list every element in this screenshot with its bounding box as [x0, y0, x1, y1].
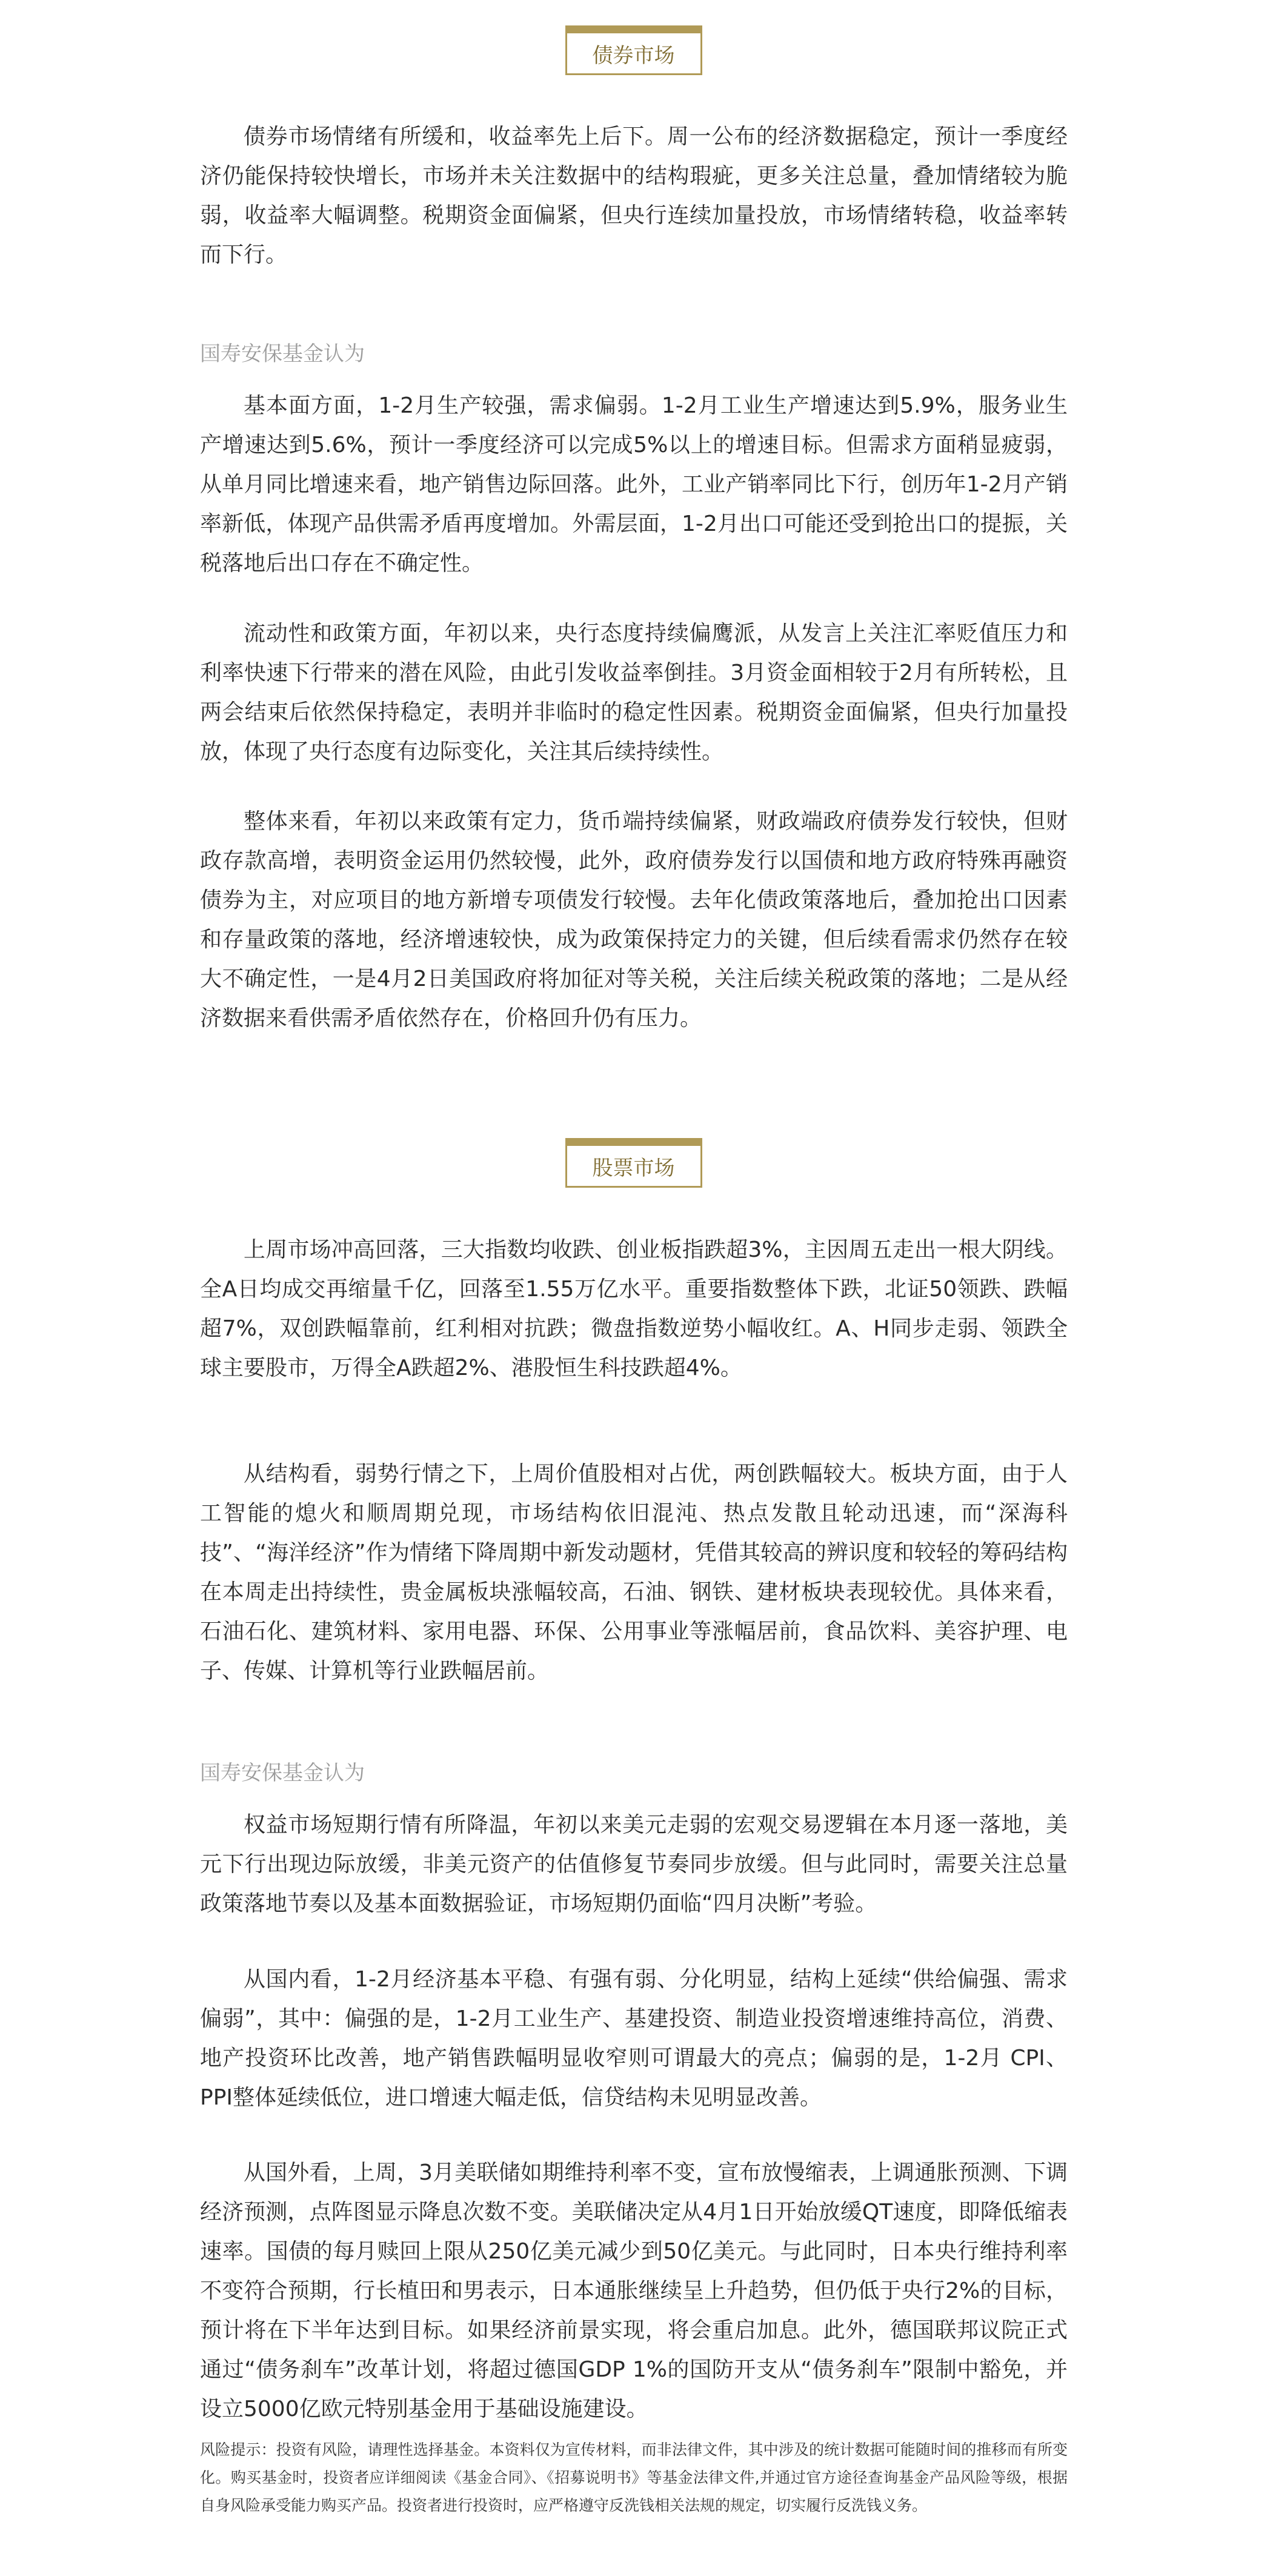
bond-subhead: 国寿安保基金认为 [200, 342, 365, 366]
stock-section-tag: 股票市场 [565, 1144, 702, 1188]
stock-subhead: 国寿安保基金认为 [200, 1761, 365, 1785]
bond-paragraph-fundamentals: 基本面方面，1-2月生产较强，需求偏弱。1-2月工业生产增速达到5.9%，服务业生产增速达到5.6%，预计一季度经济可以完成5%以上的增速目标。但需求方面稍显疲弱，从单月同比增速来看，地产销售边际回落。此外，工业产销率同比下行，创历年1-2月产销率新低，体现产品供需矛盾再度增加。外需层面，1-2月出口可能还受到抢出口的提振，关税落地后出口存在不确定性。 [200, 393, 1068, 576]
bond-paragraph-overall: 整体来看，年初以来政策有定力，货币端持续偏紧，财政端政府债券发行较快，但财政存款高增，表明资金运用仍然较慢，此外，政府债券发行以国债和地方政府特殊再融资债券为主，对应项目的地方新增专项债发行较慢。去年化债政策落地后，叠加抢出口因素和存量政策的落地，经济增速较快，成为政策保持定力的关键，但后续看需求仍然存在较大不确定性，一是4月2日美国政府将加征对等关税，关注后续关税政策的落地；二是从经济数据来看供需矛盾依然存在，价格回升仍有压力。 [200, 809, 1068, 1031]
stock-structure-paragraph: 从结构看，弱势行情之下，上周价值股相对占优，两创跌幅较大。板块方面，由于人工智能的熄火和顺周期兑现，市场结构依旧混沌、热点发散且轮动迅速，而“深海科技”、“海洋经济”作为情绪下降周期中新发动题材，凭借其较高的辨识度和较轻的筹码结构在本周走出持续性，贵金属板块涨幅较高，石油、钢铁、建材板块表现较优。具体来看，石油石化、建筑材料、家用电器、环保、公用事业等涨幅居前，食品饮料、美容护理、电子、传媒、计算机等行业跌幅居前。 [200, 1462, 1068, 1683]
stock-paragraph-outlook: 权益市场短期行情有所降温，年初以来美元走弱的宏观交易逻辑在本月逐一落地，美元下行出现边际放缓，非美元资产的估值修复节奏同步放缓。但与此同时，需要关注总量政策落地节奏以及基本面数据验证，市场短期仍面临“四月决断”考验。 [200, 1812, 1068, 1916]
bond-paragraph-liquidity: 流动性和政策方面，年初以来，央行态度持续偏鹰派，从发言上关注汇率贬值压力和利率快速下行带来的潜在风险，由此引发收益率倒挂。3月资金面相较于2月有所转松，且两会结束后依然保持稳定，表明并非临时的稳定性因素。税期资金面偏紧，但央行加量投放，体现了央行态度有边际变化，关注其后续持续性。 [200, 621, 1068, 764]
bond-section-tag: 债券市场 [565, 32, 702, 75]
stock-paragraph-overseas: 从国外看，上周，3月美联储如期维持利率不变，宣布放慢缩表，上调通胀预测、下调经济预测，点阵图显示降息次数不变。美联储决定从4月1日开始放缓QT速度，即降低缩表速率。国债的每月赎回上限从250亿美元减少到50亿美元。与此同时，日本央行维持利率不变符合预期，行长植田和男表示，日本通胀继续呈上升趋势，但仍低于央行2%的目标，预计将在下半年达到目标。如果经济前景实现，将会重启加息。此外，德国联邦议院正式通过“债务刹车”改革计划，将超过德国GDP 1%的国防开支从“债务刹车”限制中豁免，并设立5000亿欧元特别基金用于基础设施建设。 [200, 2160, 1068, 2421]
stock-intro-paragraph: 上周市场冲高回落，三大指数均收跌、创业板指跌超3%，主因周五走出一根大阴线。全A日均成交再缩量千亿，回落至1.55万亿水平。重要指数整体下跌，北证50领跌、跌幅超7%，双创跌幅靠前，红利相对抗跌；微盘指数逆势小幅收红。A、H同步走弱、领跌全球主要股市，万得全A跌超2%、港股恒生科技跌超4%。 [200, 1237, 1068, 1380]
bond-intro-paragraph: 债券市场情绪有所缓和，收益率先上后下。周一公布的经济数据稳定，预计一季度经济仍能保持较快增长，市场并未关注数据中的结构瑕疵，更多关注总量，叠加情绪较为脆弱，收益率大幅调整。税期资金面偏紧，但央行连续加量投放，市场情绪转稳，收益率转而下行。 [200, 124, 1068, 267]
risk-notice: 风险提示：投资有风险，请理性选择基金。本资料仅为宣传材料，而非法律文件，其中涉及的统计数据可能随时间的推移而有所变化。购买基金时，投资者应详细阅读《基金合同》、《招募说明书》等基金法律文件,并通过官方途径查询基金产品风险等级，根据自身风险承受能力购买产品。投资者进行投资时，应严格遵守反洗钱相关法规的规定，切实履行反洗钱义务。 [200, 2441, 1068, 2514]
stock-paragraph-domestic: 从国内看，1-2月经济基本平稳、有强有弱、分化明显，结构上延续“供给偏强、需求偏弱”，其中：偏强的是，1-2月工业生产、基建投资、制造业投资增速维持高位，消费、地产投资环比改善，地产销售跌幅明显收窄则可谓最大的亮点；偏弱的是，1-2月 CPI、PPI整体延续低位，进口增速大幅走低，信贷结构未见明显改善。 [200, 1967, 1068, 2110]
